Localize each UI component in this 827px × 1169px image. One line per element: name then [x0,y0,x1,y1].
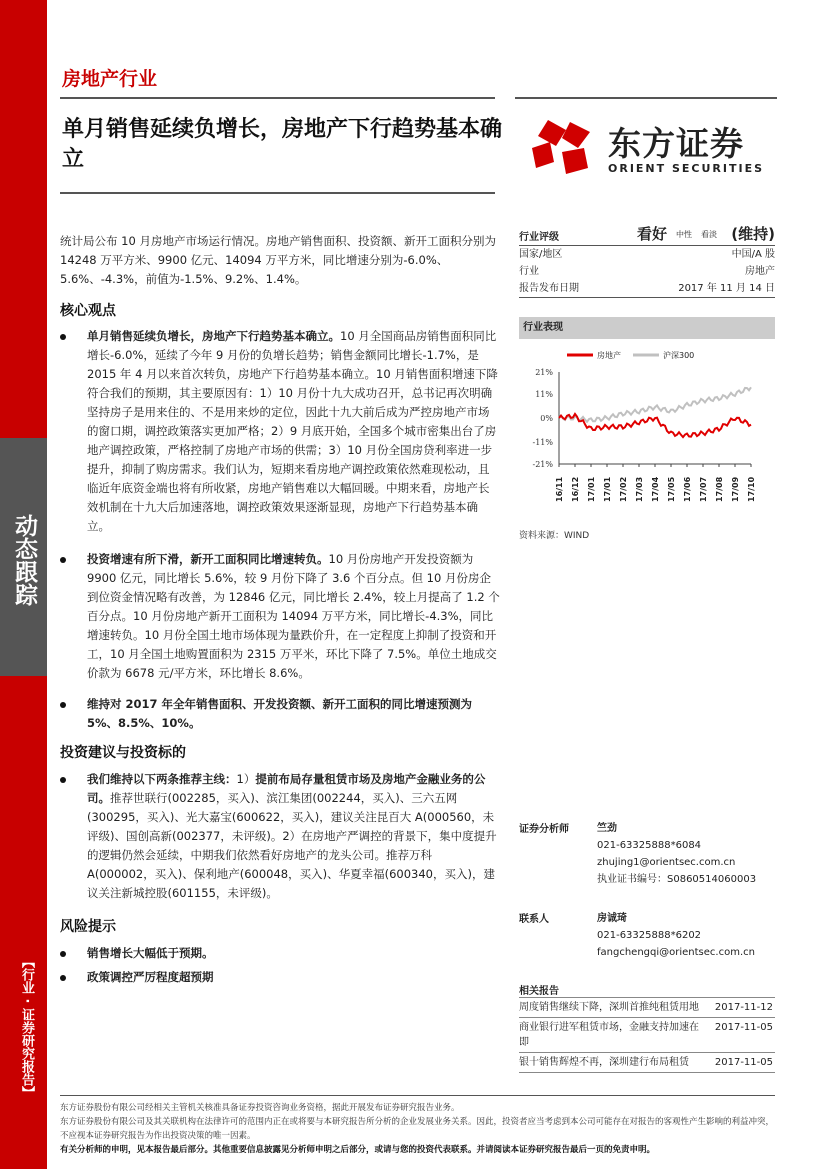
row-label: 国家/地区 [519,249,563,260]
x-tick-label: 17/10 [747,476,756,502]
intro-paragraph: 统计局公布 10 月房地产市场运行情况。房地产销售面积、投资额、新开工面积分别为 14248 万平方米、9900 亿元、14094 万平方米，同比增速分别为-6.0%、5.6%、-4.3%，前值为-1.5%、9.2%、1.4%。 [60,234,496,286]
rating-table [519,225,775,298]
industry-label: 房地产行业 [62,68,158,90]
logo-name-en: ORIENT SECURITIES [608,162,765,175]
related-title: 周度销售继续下降，深圳首推纯租赁用地 [519,1002,699,1013]
related-date: 2017-11-05 [714,1022,773,1033]
y-tick-label: -21% [532,460,553,469]
chart-source: 资料来源：WIND [519,531,590,541]
contact-phone: 021-63325888*6202 [597,930,702,941]
contact-role: 联系人 [519,914,549,925]
y-tick-label: 11% [535,389,553,399]
bullet-icon [60,951,66,957]
related-heading: 相关报告 [519,986,559,997]
header-rule-right [515,97,777,99]
x-tick-label: 17/08 [715,476,724,502]
core-bullet [60,327,500,536]
bullet-icon [60,334,66,340]
header-rule [60,97,495,99]
bullet-body-2: 推荐世联行(002285，买入)、滨江集团(002244，买入)、三六五网(300295，买入)、光大嘉宝(600622，买入)，建议关注昆百大 A(000560，未评级)、国创高新(002377，未评级)。2）在房地产严调控的背景下，集中度提升的逻辑仍然会延续，中期我们依然看好房地产的龙头公司。推荐万科 A(000002，买入)、保利地产(600048，买入)、华夏幸福(600340，买入)，建议关注新城控股(601155，未评级)。 [87,791,497,900]
row-label: 报告发布日期 [519,283,579,294]
legend-label: 房地产 [597,351,621,360]
disclaimer-line: 东方证券股份有限公司经相关主管机关核准具备证券投资咨询业务资格，据此开展发布证券研究报告业务。 [60,1103,460,1113]
related-item[interactable] [519,1052,775,1073]
footer-rule [60,1095,775,1096]
bullet-lead: 单月销售延续负增长，房地产下行趋势基本确立。 [87,329,340,343]
performance-heading: 行业表现 [519,317,775,339]
row-value: 房地产 [745,266,775,277]
related-title: 商业银行进军租赁市场，金融支持加速在即 [519,1022,699,1048]
x-tick-label: 16/11 [555,476,564,502]
related-item[interactable] [519,997,775,1017]
disclaimer-strong: 有关分析师的申明，见本报告最后部分。其他重要信息披露见分析师申明之后部分，或请与您的投资代表联系。并请阅读本证券研究报告最后一页的免责申明。 [60,1145,656,1155]
x-tick-label: 17/01 [587,476,596,502]
analyst-cert: 执业证书编号：S0860514060003 [597,874,757,885]
bullet-lead: 投资增速有所下滑，新开工面积同比增速转负。 [87,552,329,566]
bullet-body: 10 月全国商品房销售面积同比增长-6.0%，延续了今年 9 月份的负增长趋势；销售金额同比增长-1.7%，是 2015 年 4 月以来首次转负，房地产下行趋势基本确立。10 月销售面积增速下降符合我们的预期，其主要原因有：1）10 月份十九大成功召开，总书记再次明确坚持房子是用来住的、不是用来炒的定位，因此十九大前后成为严控房地产市场的窗口期，调控政策落实更加严格；2）9 月底开始，全国多个城市密集出台了房地产调控政策，严格控制了房地产市场的供需；3）10 月份全国房贷利率进一步提升，抑制了购房需求。我们认为，短期来看房地产调控政策依然难现松动，且临近年底资金端也将有所收紧，房地产销售难以大幅回暖。中期来看，房地产长效机制在十九大后加速落地，调控政策效果逐渐显现，房地产下行趋势基本确立。 [87,329,498,533]
core-heading: 核心观点 [60,303,116,319]
core-bullet [60,695,500,733]
analyst-role: 证券分析师 [519,824,569,835]
x-tick-label: 17/07 [699,476,708,502]
analyst-email[interactable]: zhujing1@orientsec.com.cn [597,857,736,868]
x-tick-label: 17/06 [683,476,692,502]
row-value: 中国/A 股 [731,249,775,260]
bullet-body: 1） [236,772,256,786]
related-list [519,997,775,1073]
contact-block [519,910,775,970]
contact-email[interactable]: fangchengqi@orientsec.com.cn [597,947,755,958]
x-tick-label: 16/12 [571,476,580,502]
analyst-block [519,820,775,890]
contact-name: 房诚琦 [597,913,627,924]
rating-value: 看好 [637,225,668,243]
risk-text: 销售增长大幅低于预期。 [87,946,214,960]
y-tick-label: 0% [540,414,553,423]
bullet-icon [60,557,66,563]
rating-neutral: 中性 [676,230,692,239]
performance-chart [519,345,775,520]
bullet-lead: 我们维持以下两条推荐主线： [87,772,237,786]
row-value: 2017 年 11 月 14 日 [678,283,775,294]
x-tick-label: 17/01 [603,476,612,502]
x-tick-label: 17/04 [651,476,660,502]
logo-mark-icon [528,118,598,178]
analyst-name: 竺劲 [597,823,617,834]
row-label: 行业 [519,266,539,277]
report-title: 单月销售延续负增长，房地产下行趋势基本确立 [62,117,503,172]
series-line [559,387,751,422]
related-date: 2017-11-12 [714,1002,773,1013]
section-label: 动态跟踪 [11,514,37,606]
rating-row [519,246,775,263]
bullet-lead: 维持对 2017 年全年销售面积、开发投资额、新开工面积的同比增速预测为 5%、8.5%、10%。 [87,697,473,730]
x-tick-label: 17/09 [731,476,740,502]
bullet-icon [60,777,66,783]
related-title: 银十销售辉煌不再，深圳建行布局租赁 [519,1057,689,1068]
bullet-icon [60,975,66,981]
bullet-lead-2: 提前布局存量租赁市场及房地产金融业务的公司。 [87,772,486,805]
bullet-icon [60,702,66,708]
rating-header-row [519,225,775,246]
rating-negative: 看淡 [701,230,717,239]
legend-label: 沪深300 [663,351,695,360]
related-date: 2017-11-05 [714,1057,773,1068]
investment-bullet [60,770,500,903]
core-bullet [60,550,500,683]
related-item[interactable] [519,1017,775,1052]
risk-item [60,944,500,963]
x-tick-label: 17/05 [667,476,676,502]
title-rule [60,192,495,194]
x-tick-label: 17/03 [635,476,644,502]
series-line [559,414,751,437]
logo-name-cn: 东方证券 [608,124,744,163]
y-tick-label: -11% [532,438,553,448]
y-tick-label: 21% [535,368,553,377]
risk-item [60,968,500,987]
rating-row [519,263,775,280]
analyst-phone: 021-63325888*6084 [597,840,702,851]
risk-heading: 风险提示 [60,919,116,935]
series-label: 【行业 · 证券研究报告】 [19,955,34,1099]
investment-heading: 投资建议与投资标的 [60,745,186,761]
risk-text: 政策调控严厉程度超预期 [87,970,214,984]
rating-row [519,280,775,298]
x-tick-label: 17/02 [619,476,628,502]
disclaimer [60,1101,775,1157]
disclaimer-line: 东方证券股份有限公司及其关联机构在法律许可的范围内正在或将要与本研究报告所分析的企业发展业务关系。因此，投资者应当考虑到本公司可能存在对报告的客观性产生影响的利益冲突，不应视本证券研究报告为作出投资决策的唯一因素。 [60,1117,775,1141]
rating-label: 行业评级 [519,232,559,243]
rating-status: (维持) [731,225,775,243]
bullet-body: 10 月份房地产开发投资额为 9900 亿元，同比增长 5.6%，较 9 月份下降了 3.6 个百分点。但 10 月份房企到位资金情况略有改善，为 12846 亿元，同比增长 2.4%，较上月提高了 1.2 个百分点。10 月份房地产新开工面积为 14094 万平方米，同比增长-4.3%，同比增速转负。10 月份全国土地市场体现为量跌价升，在一定程度上抑制了投资和开工，10 月全国土地购置面积为 2315 万平米，环比下降了 7.5%。单位土地成交价款为 6678 元/平方米，环比增长 8.6%。 [87,552,500,680]
